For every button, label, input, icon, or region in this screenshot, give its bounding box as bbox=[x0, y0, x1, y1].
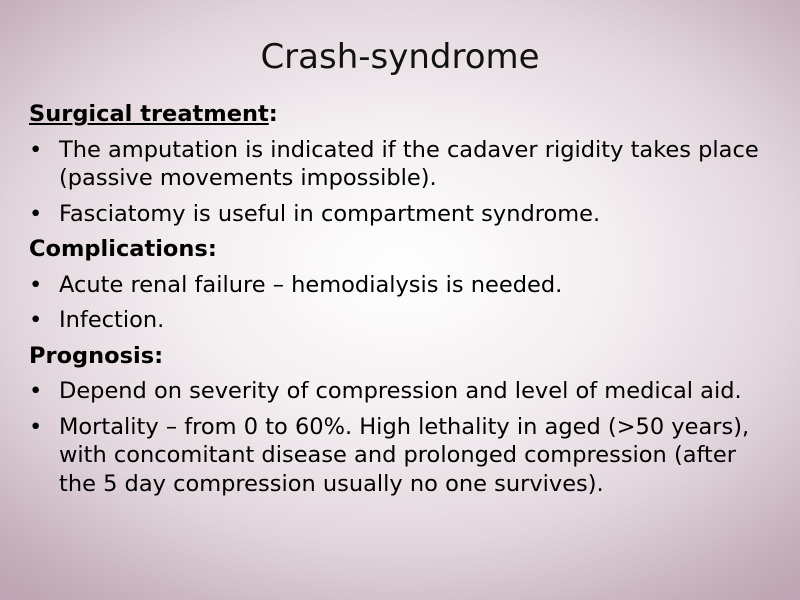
heading-colon: : bbox=[207, 236, 217, 262]
list-item bbox=[29, 377, 769, 406]
section-heading-text: Surgical treatment bbox=[29, 101, 269, 127]
section-heading-complications bbox=[29, 235, 769, 264]
list-item-text: The amputation is indicated if the cadaver rigidity takes place (passive movements impossible). bbox=[59, 136, 759, 191]
list-item bbox=[29, 136, 769, 193]
slide-body bbox=[29, 100, 769, 505]
list-item bbox=[29, 200, 769, 229]
heading-colon: : bbox=[154, 342, 164, 369]
list-item-text: Mortality – from 0 to 60%. High lethality in aged (>50 years), with concomitant disease and prolonged compression (after the 5 day compression usually no one survives). bbox=[59, 413, 750, 497]
section-heading-text: Prognosis bbox=[29, 342, 155, 369]
bullet-icon: • bbox=[29, 413, 43, 440]
bullet-icon: • bbox=[29, 271, 43, 298]
bullet-icon: • bbox=[29, 378, 43, 404]
section-heading-surgical-treatment bbox=[29, 100, 769, 129]
slide-title: Crash-syndrome bbox=[260, 37, 540, 77]
list-item-text: Acute renal failure – hemodialysis is needed. bbox=[59, 271, 563, 298]
list-item bbox=[29, 271, 769, 300]
bullet-icon: • bbox=[29, 307, 43, 333]
bullet-icon: • bbox=[29, 200, 43, 227]
list-item-text: Infection. bbox=[59, 307, 165, 333]
bullet-icon: • bbox=[29, 136, 43, 163]
section-heading-text: Complications bbox=[29, 236, 208, 262]
list-item bbox=[29, 413, 769, 499]
list-item bbox=[29, 306, 769, 335]
section-heading-prognosis bbox=[29, 342, 769, 371]
list-item-text: Fasciatomy is useful in compartment syndrome. bbox=[59, 200, 601, 227]
heading-colon: : bbox=[268, 101, 278, 127]
list-item-text: Depend on severity of compression and level of medical aid. bbox=[59, 378, 742, 404]
